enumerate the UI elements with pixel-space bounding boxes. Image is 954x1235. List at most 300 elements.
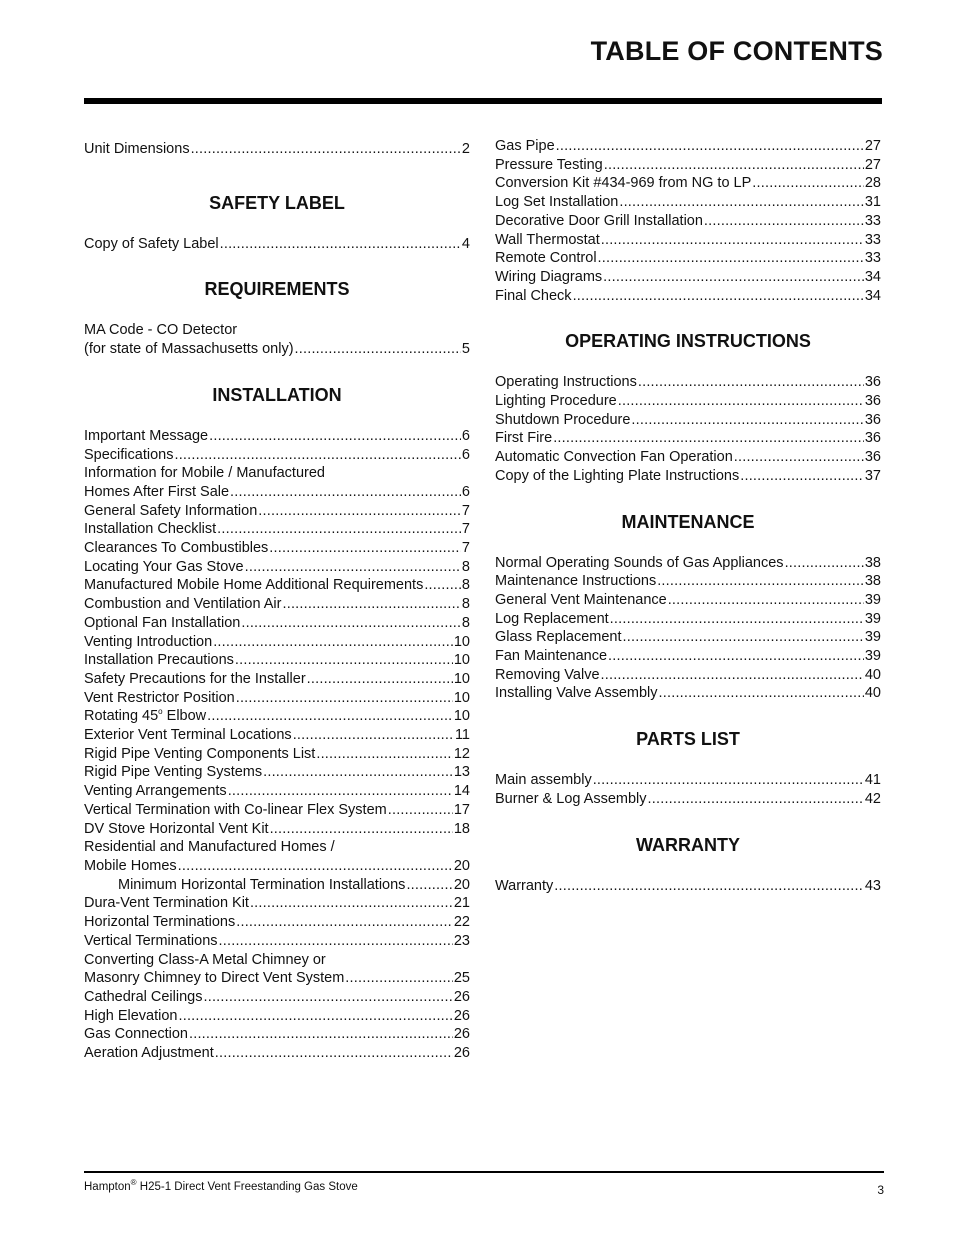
toc-entry-page: 2 — [461, 141, 470, 157]
dot-leader — [734, 448, 864, 467]
toc-entry-label — [84, 913, 235, 932]
dot-leader — [217, 520, 461, 539]
toc-entry-label — [495, 268, 602, 287]
toc-entry-page: 7 — [461, 521, 470, 538]
dot-leader — [209, 427, 461, 446]
toc-entry-label-text: Gas Pipe — [495, 138, 555, 154]
toc-entry-label — [495, 790, 647, 809]
dot-leader — [619, 193, 864, 212]
toc-entry-label — [495, 287, 572, 306]
toc-entry-label — [84, 520, 216, 539]
dot-leader — [601, 666, 864, 685]
dot-leader — [230, 483, 461, 502]
toc-entry-label-text: Log Set Installation — [495, 194, 619, 211]
toc-entry-page: 12 — [453, 745, 470, 762]
dot-leader — [283, 595, 461, 614]
dot-leader — [388, 801, 453, 820]
toc-entry — [84, 427, 470, 446]
toc-entry-label — [495, 666, 600, 685]
toc-entry-page: 36 — [864, 374, 881, 391]
dot-leader — [598, 249, 864, 268]
toc-entry-page: 28 — [864, 175, 881, 192]
toc-entry-label-text: Vertical Terminations — [84, 932, 218, 949]
toc-entry-label — [84, 838, 335, 857]
toc-entry-label-text: Normal Operating Sounds of Gas Appliances — [495, 554, 784, 571]
toc-entry — [495, 156, 881, 175]
toc-entry-label — [84, 969, 344, 988]
toc-entry — [84, 689, 470, 708]
dot-leader — [215, 1044, 453, 1063]
toc-entry-label — [84, 707, 206, 726]
toc-entry-label — [84, 932, 218, 951]
toc-entry-page: 33 — [864, 250, 881, 267]
toc-entry-page: 40 — [864, 685, 881, 702]
dot-leader — [601, 231, 864, 250]
footer-brand: Hampton — [84, 1181, 131, 1193]
toc-entry-label — [84, 502, 257, 521]
toc-entry-page: 39 — [864, 610, 881, 627]
toc-entry-label-text: First Fire — [495, 430, 553, 447]
toc-entry-label — [84, 633, 212, 652]
toc-list — [495, 877, 881, 896]
dot-leader — [785, 554, 864, 573]
toc-entry-label-text: Automatic Convection Fan Operation — [495, 449, 733, 466]
toc-entry-page: 36 — [864, 430, 881, 447]
toc-right-column — [495, 137, 881, 895]
toc-entry-page: 6 — [461, 427, 470, 444]
toc-entry-label — [495, 467, 739, 486]
toc-entry-page: 39 — [864, 629, 881, 646]
toc-entry — [84, 1044, 470, 1063]
toc-entry-label-text: Wiring Diagrams — [495, 268, 603, 285]
toc-entry — [495, 429, 881, 448]
toc-entry-label — [495, 137, 555, 156]
toc-list — [84, 140, 470, 159]
toc-entry-label-text: Copy of Safety Label — [84, 235, 219, 252]
toc-entry-label-text: Combustion and Ventilation Air — [84, 596, 282, 613]
dot-leader — [174, 446, 460, 465]
toc-entry — [84, 235, 470, 254]
dot-leader — [203, 988, 452, 1007]
toc-entry-page: 13 — [453, 764, 470, 781]
section-heading-installation: INSTALLATION — [212, 384, 342, 405]
toc-entry-page: 25 — [453, 970, 470, 987]
toc-entry-page: 10 — [453, 633, 470, 650]
toc-entry — [495, 411, 881, 430]
toc-entry-label-text: Exterior Vent Terminal Locations — [84, 727, 292, 744]
toc-entry-label-text: Dura-Vent Termination Kit — [84, 895, 249, 912]
toc-entry — [495, 591, 881, 610]
toc-entry-label — [84, 988, 202, 1007]
toc-entry — [84, 595, 470, 614]
toc-entry-page: 10 — [453, 670, 470, 687]
toc-entry-label — [495, 647, 607, 666]
toc-entry — [495, 212, 881, 231]
toc-entry-label — [495, 231, 600, 250]
section-heading-safety-label: SAFETY LABEL — [209, 192, 345, 213]
toc-entry-page: 36 — [864, 411, 881, 428]
toc-entry-label — [495, 212, 703, 231]
toc-entry-label — [495, 193, 618, 212]
toc-entry — [84, 763, 470, 782]
toc-entry — [84, 876, 470, 895]
toc-entry-label-text: Rotating 45 — [84, 708, 159, 725]
dot-leader — [740, 467, 864, 486]
toc-entry-page: 37 — [864, 467, 881, 484]
toc-entry-page: 33 — [864, 231, 881, 248]
toc-entry-label-text: Minimum Horizontal Termination Installations — [118, 876, 406, 893]
toc-entry-page: 27 — [864, 156, 881, 173]
toc-list — [84, 235, 470, 254]
toc-entry — [84, 857, 470, 876]
toc-entry-label-text: General Safety Information — [84, 502, 258, 519]
toc-entry-page: 17 — [453, 801, 470, 818]
dot-leader — [295, 340, 461, 359]
toc-entry — [84, 951, 470, 970]
toc-entry-label-text: Safety Precautions for the Installer — [84, 670, 306, 687]
page-number: 3 — [877, 1183, 884, 1197]
toc-entry-label-text: Copy of the Lighting Plate Instructions — [495, 467, 740, 484]
toc-entry-label-text: Mobile Homes — [84, 857, 177, 874]
toc-list — [84, 340, 470, 359]
toc-entry-page: 21 — [453, 895, 470, 912]
toc-entry-label — [84, 651, 234, 670]
toc-entry-label-text: Wall Thermostat — [495, 231, 600, 248]
dot-leader — [270, 820, 453, 839]
toc-entry-page: 18 — [453, 820, 470, 837]
dot-leader — [623, 628, 864, 647]
toc-entry-label-text: Converting Class-A Metal Chimney or — [84, 951, 326, 968]
toc-entry — [84, 932, 470, 951]
toc-entry-label-text: Burner & Log Assembly — [495, 790, 647, 807]
dot-leader — [189, 1025, 453, 1044]
toc-entry-label-text: Important Message — [84, 427, 209, 444]
toc-entry — [84, 1007, 470, 1026]
toc-entry — [495, 877, 881, 896]
section-heading-requirements: REQUIREMENTS — [204, 279, 350, 300]
dot-leader — [657, 572, 864, 591]
toc-entry-label-text: Manufactured Mobile Home Additional Requirements — [84, 577, 424, 594]
toc-entry-page: 36 — [864, 449, 881, 466]
toc-entry-page: 42 — [864, 790, 881, 807]
toc-entry — [84, 614, 470, 633]
toc-entry-label — [84, 558, 244, 577]
dot-leader — [424, 576, 461, 595]
toc-entry-label — [495, 411, 630, 430]
toc-text-line: MA Code - CO Detector — [84, 322, 238, 339]
toc-entry — [84, 838, 470, 857]
toc-entry-label-text: Installation Precautions — [84, 652, 234, 669]
toc-entry-page: 14 — [453, 783, 470, 800]
toc-entry — [84, 707, 470, 726]
toc-entry-label — [84, 576, 423, 595]
toc-entry-label — [84, 876, 405, 895]
dot-leader — [610, 610, 864, 629]
dot-leader — [307, 670, 453, 689]
toc-entry-page: 26 — [453, 1026, 470, 1043]
registered-mark: ® — [130, 1178, 137, 1188]
toc-left-column — [84, 140, 470, 1063]
toc-entry-label — [84, 483, 229, 502]
toc-entry-page: 33 — [864, 212, 881, 229]
toc-entry-label-text: Aeration Adjustment — [84, 1045, 214, 1062]
toc-entry-page: 7 — [461, 502, 470, 519]
toc-entry-page: 26 — [453, 1007, 470, 1024]
toc-entry-page: 22 — [453, 914, 470, 931]
toc-entry-page: 40 — [864, 666, 881, 683]
toc-entry-page: 10 — [453, 652, 470, 669]
toc-entry-label-text: DV Stove Horizontal Vent Kit — [84, 820, 269, 837]
toc-list — [495, 137, 881, 305]
dot-leader — [704, 212, 864, 231]
toc-entry-page: 38 — [864, 573, 881, 590]
dot-leader — [219, 932, 453, 951]
toc-entry-label-text: Operating Instructions — [495, 374, 637, 391]
toc-entry-label-text: Removing Valve — [495, 666, 600, 683]
toc-entry-label-text: Final Check — [495, 287, 572, 304]
toc-entry — [495, 647, 881, 666]
toc-entry-label — [495, 628, 622, 647]
toc-entry — [84, 801, 470, 820]
toc-entry-page: 10 — [453, 708, 470, 725]
toc-entry — [495, 572, 881, 591]
toc-entry-label-text: Residential and Manufactured Homes / — [84, 839, 335, 856]
toc-entry-label-text: Masonry Chimney to Direct Vent System — [84, 970, 345, 987]
toc-entry — [495, 771, 881, 790]
toc-entry-label — [84, 614, 240, 633]
dot-leader — [269, 539, 461, 558]
dot-leader — [618, 392, 864, 411]
toc-entry — [495, 231, 881, 250]
toc-entry-label-text: Homes After First Sale — [84, 483, 230, 500]
dot-leader — [179, 1007, 453, 1026]
dot-leader — [250, 894, 453, 913]
dot-leader — [573, 287, 864, 306]
toc-entry-label-text: Installation Checklist — [84, 521, 217, 538]
toc-entry — [84, 446, 470, 465]
toc-entry-label — [84, 140, 190, 159]
toc-entry-label — [495, 429, 552, 448]
toc-entry-label-text: Rigid Pipe Venting Components List — [84, 745, 316, 762]
toc-entry-label — [495, 684, 658, 703]
toc-entry-label — [84, 1025, 188, 1044]
dot-leader — [207, 707, 453, 726]
toc-entry-label-text: Maintenance Instructions — [495, 573, 657, 590]
toc-entry-label-text: Pressure Testing — [495, 156, 603, 173]
dot-leader — [236, 689, 453, 708]
toc-entry-label-text: Rigid Pipe Venting Systems — [84, 764, 263, 781]
toc-entry — [495, 628, 881, 647]
toc-entry-label — [84, 427, 208, 446]
toc-entry-page: 5 — [461, 341, 470, 358]
toc-entry-label — [84, 689, 235, 708]
section-heading-parts-list: PARTS LIST — [636, 729, 740, 750]
toc-entry-label — [84, 782, 227, 801]
toc-entry-label-text: Remote Control — [495, 250, 597, 267]
toc-entry — [495, 684, 881, 703]
degree-mark: o — [158, 707, 163, 717]
dot-leader — [178, 857, 453, 876]
toc-entry-label — [84, 763, 262, 782]
toc-entry-page: 4 — [461, 235, 470, 252]
toc-entry — [84, 576, 470, 595]
toc-entry-label — [84, 894, 249, 913]
toc-entry — [495, 193, 881, 212]
toc-entry — [84, 745, 470, 764]
toc-entry — [84, 520, 470, 539]
toc-entry-label-text: Main assembly — [495, 772, 592, 789]
toc-entry-label-text: Information for Mobile / Manufactured — [84, 465, 325, 482]
toc-entry — [84, 633, 470, 652]
toc-entry-label — [84, 801, 387, 820]
toc-entry-page: 34 — [864, 287, 881, 304]
toc-entry-label — [495, 448, 733, 467]
toc-entry-label-text: Unit Dimensions — [84, 141, 190, 157]
dot-leader — [258, 502, 461, 521]
toc-entry-label — [495, 156, 603, 175]
toc-entry-label-text: Fan Maintenance — [495, 648, 608, 665]
toc-entry — [495, 268, 881, 287]
toc-entry-label-text: Clearances To Combustibles — [84, 540, 269, 557]
toc-entry-page: 34 — [864, 268, 881, 285]
toc-entry-label — [495, 249, 597, 268]
toc-entry — [84, 340, 470, 359]
toc-entry-label — [495, 554, 784, 573]
toc-entry-label — [495, 610, 609, 629]
toc-entry — [84, 820, 470, 839]
toc-entry-label — [495, 877, 553, 896]
toc-entry-page: 8 — [461, 577, 470, 594]
toc-entry-label — [84, 745, 315, 764]
dot-leader — [603, 268, 864, 287]
toc-entry — [495, 249, 881, 268]
footer-rule — [84, 1171, 884, 1173]
dot-leader — [241, 614, 461, 633]
dot-leader — [554, 877, 864, 896]
toc-entry-page: 7 — [461, 540, 470, 557]
toc-entry-label-text: Venting Arrangements — [84, 783, 227, 800]
toc-entry-page: 26 — [453, 988, 470, 1005]
dot-leader — [220, 235, 461, 254]
toc-entry-page: 20 — [453, 857, 470, 874]
toc-entry-page: 39 — [864, 648, 881, 665]
footer-model: H25-1 Direct Vent Freestanding Gas Stove — [136, 1181, 358, 1193]
toc-entry — [84, 651, 470, 670]
toc-entry-page: 8 — [461, 614, 470, 631]
toc-list — [495, 373, 881, 485]
toc-list — [495, 554, 881, 704]
toc-entry — [495, 610, 881, 629]
toc-entry-page: 8 — [461, 558, 470, 575]
toc-entry-label — [84, 951, 326, 970]
toc-entry-label-text: Vertical Termination with Co-linear Flex System — [84, 801, 387, 818]
toc-entry-label — [495, 591, 667, 610]
toc-entry — [84, 464, 470, 483]
toc-entry — [495, 448, 881, 467]
toc-entry-label-text: Specifications — [84, 446, 174, 463]
dot-leader — [752, 174, 864, 193]
title-rule — [84, 98, 882, 104]
dot-leader — [245, 558, 461, 577]
section-heading-maintenance: MAINTENANCE — [621, 511, 755, 532]
toc-entry — [495, 392, 881, 411]
toc-list — [495, 771, 881, 808]
dot-leader — [608, 647, 864, 666]
dot-leader — [191, 140, 461, 159]
toc-entry — [84, 558, 470, 577]
toc-entry-label-text: Shutdown Procedure — [495, 411, 631, 428]
toc-entry — [495, 790, 881, 809]
toc-entry-label-text: Glass Replacement — [495, 629, 622, 646]
toc-entry-page: 20 — [453, 876, 470, 893]
dot-leader — [668, 591, 864, 610]
dot-leader — [648, 790, 864, 809]
toc-entry-label — [84, 726, 292, 745]
dot-leader — [263, 763, 453, 782]
toc-entry — [84, 913, 470, 932]
toc-entry-label — [84, 670, 306, 689]
toc-entry-page: 36 — [864, 393, 881, 410]
dot-leader — [235, 651, 453, 670]
toc-entry-label — [84, 820, 269, 839]
toc-entry — [84, 140, 470, 159]
toc-entry — [495, 287, 881, 306]
toc-entry-page: 8 — [461, 596, 470, 613]
toc-entry-label — [84, 464, 325, 483]
toc-entry-page: 27 — [864, 138, 881, 154]
toc-entry-label — [84, 446, 173, 465]
toc-entry-page: 23 — [453, 932, 470, 949]
dot-leader — [316, 745, 453, 764]
toc-list — [84, 427, 470, 1063]
toc-entry-label — [84, 857, 177, 876]
toc-entry-label-text: Conversion Kit #434-969 from NG to LP — [495, 175, 752, 192]
toc-entry — [495, 137, 881, 156]
toc-entry-label — [495, 572, 656, 591]
toc-entry-label — [495, 174, 751, 193]
toc-entry-label-text: (for state of Massachusetts only) — [84, 341, 294, 358]
toc-entry-label-text: Decorative Door Grill Installation — [495, 212, 703, 229]
toc-entry — [84, 1025, 470, 1044]
toc-entry-label-text: Cathedral Ceilings — [84, 988, 203, 1005]
dot-leader — [406, 876, 452, 895]
toc-entry-page: 38 — [864, 554, 881, 571]
toc-entry — [84, 670, 470, 689]
toc-entry-page: 11 — [454, 727, 470, 744]
toc-entry — [495, 174, 881, 193]
toc-entry-label — [84, 595, 282, 614]
toc-entry-label-text: Log Replacement — [495, 610, 609, 627]
toc-entry-label-text: Gas Connection — [84, 1026, 188, 1043]
toc-entry-label-tail: Elbow — [162, 708, 207, 725]
toc-entry-page: 39 — [864, 591, 881, 608]
toc-entry-page: 6 — [461, 483, 470, 500]
toc-entry-label-text: Locating Your Gas Stove — [84, 558, 244, 575]
toc-entry — [84, 894, 470, 913]
section-heading-operating-instructions: OPERATING INSTRUCTIONS — [565, 331, 811, 352]
toc-entry-label — [84, 539, 268, 558]
toc-entry — [495, 467, 881, 486]
toc-entry-label — [84, 1007, 178, 1026]
toc-entry-label — [495, 771, 592, 790]
dot-leader — [293, 726, 454, 745]
dot-leader — [236, 913, 453, 932]
toc-entry-label-text: Installing Valve Assembly — [495, 685, 658, 702]
section-heading-warranty: WARRANTY — [636, 834, 740, 855]
toc-entry — [84, 483, 470, 502]
dot-leader — [345, 969, 453, 988]
toc-entry-label-text: Warranty — [495, 877, 554, 894]
